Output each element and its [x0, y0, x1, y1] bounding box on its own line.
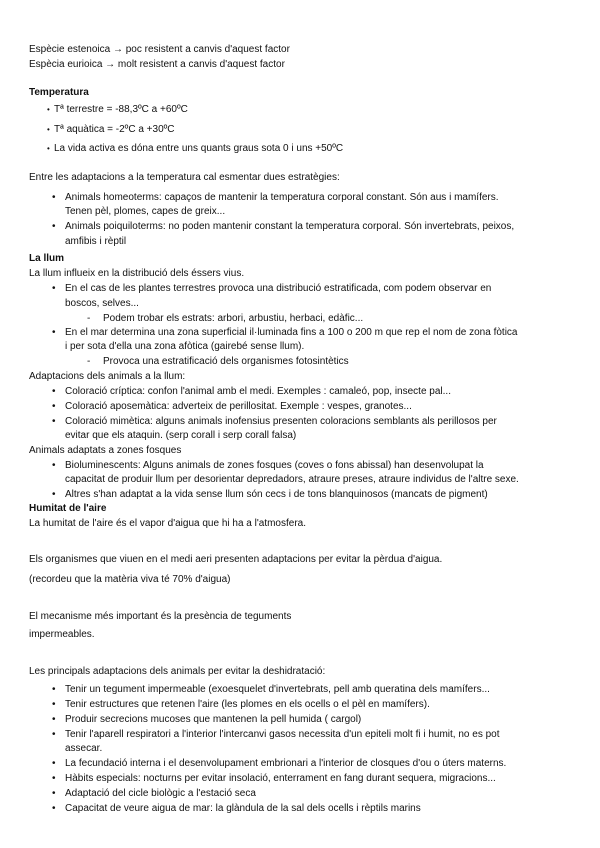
light-adaptation-item-cont: evitar que els ataquin. (serp corall i serp corall falsa) — [65, 430, 297, 441]
dark-zones-heading: Animals adaptats a zones fosques — [29, 445, 182, 456]
dehydration-item: • Produir secrecions mucoses que mantenen la pell humida ( cargol) — [65, 714, 361, 726]
homeotherms-item-cont: Tenen pèl, plomes, capes de greix... — [65, 206, 226, 217]
dehydration-item: • Hàbits especials: nocturns per evitar insolació, enterrament en fang durant sequera, migracions... — [65, 773, 496, 785]
light-adaptation-item: • Coloració críptica: confon l'animal amb el medi. Exemples : camaleó, pop, insecte pal... — [65, 386, 451, 398]
temperature-heading: Temperatura — [29, 87, 89, 98]
light-sea-item: • En el mar determina una zona superficial il·luminada fins a 100 o 200 m que rep el nom de zona fòtica — [65, 327, 517, 339]
poikilotherms-item-cont: amfibis i rèptil — [65, 236, 127, 247]
light-plants-subitem: - Podem trobar els estrats: arbori, arbustiu, herbaci, edàfic... — [103, 313, 363, 325]
homeotherms-item: • Animals homeoterms: capaços de mantenir la temperatura corporal constant. Són aus i mamífers. — [65, 192, 499, 204]
temperature-strategies-intro: Entre les adaptacions a la temperatura cal esmentar dues estratègies: — [29, 172, 340, 183]
dehydration-item: • Tenir l'aparell respiratori a l'interior l'intercanvi gasos necessita d'un epiteli molt fi i humit, no es pot — [65, 729, 500, 741]
light-adaptation-item: • Coloració aposemàtica: adverteix de perillositat. Exemple : vespes, granotes... — [65, 401, 412, 413]
stenoic-species-line: Espècie estenoica → poc resistent a canvis d'aquest factor — [29, 44, 290, 55]
bioluminescent-item-cont: capacitat de produir llum per desorientar depredadors, atraure preses, atraure individus de l'altre sexe. — [65, 474, 519, 485]
dehydration-item: • Tenir estructures que retenen l'aire (les plomes en els ocells o el pèl en mamífers). — [65, 699, 430, 711]
euryoic-species-line: Espècia eurioica → molt resistent a canvis d'aquest factor — [29, 59, 285, 70]
dehydration-item-cont: assecar. — [65, 743, 103, 754]
humidity-heading: Humitat de l'aire — [29, 503, 107, 514]
light-adaptation-item: • Coloració mimètica: alguns animals inofensius presenten coloracions semblants als perillosos per — [65, 416, 497, 428]
light-sea-subitem: - Provoca una estratificació dels organismes fotosintètics — [103, 356, 349, 368]
light-intro: La llum influeix en la distribució dels éssers vius. — [29, 268, 245, 279]
bioluminescent-item: • Bioluminescents: Alguns animals de zones fosques (coves o fons abissal) han desenvolupat la — [65, 460, 484, 472]
humidity-definition: La humitat de l'aire és el vapor d'aigua que hi ha a l'atmosfera. — [29, 518, 307, 529]
light-sea-item-cont: i per sota d'ella una zona afòtica (gairebé sense llum). — [65, 341, 305, 352]
poikilotherms-item: • Animals poiquiloterms: no poden mantenir constant la temperatura corporal. Són invertebrats, peixos, — [65, 221, 514, 233]
humidity-reminder: (recordeu que la matèria viva té 70% d'aigua) — [29, 574, 231, 585]
dehydration-item: • Capacitat de veure aigua de mar: la glàndula de la sal dels ocells i rèptils marins — [65, 803, 421, 815]
dehydration-item: • La fecundació interna i el desenvolupament embrionari a l'interior de closques d'ou o úters materns. — [65, 758, 506, 770]
humidity-organisms: Els organismes que viuen en el medi aeri presenten adaptacions per evitar la pèrdua d'aigua. — [29, 554, 443, 565]
temperature-item: • Tª aquàtica = -2ºC a +30ºC — [54, 124, 175, 136]
dehydration-item: • Tenir un tegument impermeable (exoesquelet d'invertebrats, pell amb queratina dels mamífers... — [65, 684, 490, 696]
light-adaptations-heading: Adaptacions dels animals a la llum: — [29, 371, 186, 382]
temperature-item: • Tª terrestre = -88,3ºC a +60ºC — [54, 104, 188, 116]
dehydration-item: • Adaptació del cicle biològic a l'estació seca — [65, 788, 256, 800]
temperature-item: • La vida activa es dóna entre uns quants graus sota 0 i uns +50ºC — [54, 143, 343, 155]
humidity-mechanism-cont: impermeables. — [29, 629, 95, 640]
light-heading: La llum — [29, 253, 65, 264]
blind-animals-item: • Altres s'han adaptat a la vida sense llum són cecs i de tons blanquinosos (mancats de pigment) — [65, 489, 488, 501]
dehydration-heading: Les principals adaptacions dels animals per evitar la deshidratació: — [29, 666, 326, 677]
light-plants-item-cont: boscos, selves... — [65, 298, 139, 309]
light-plants-item: • En el cas de les plantes terrestres provoca una distribució estratificada, com podem observar en — [65, 283, 491, 295]
humidity-mechanism: El mecanisme més important és la presència de teguments — [29, 611, 292, 622]
